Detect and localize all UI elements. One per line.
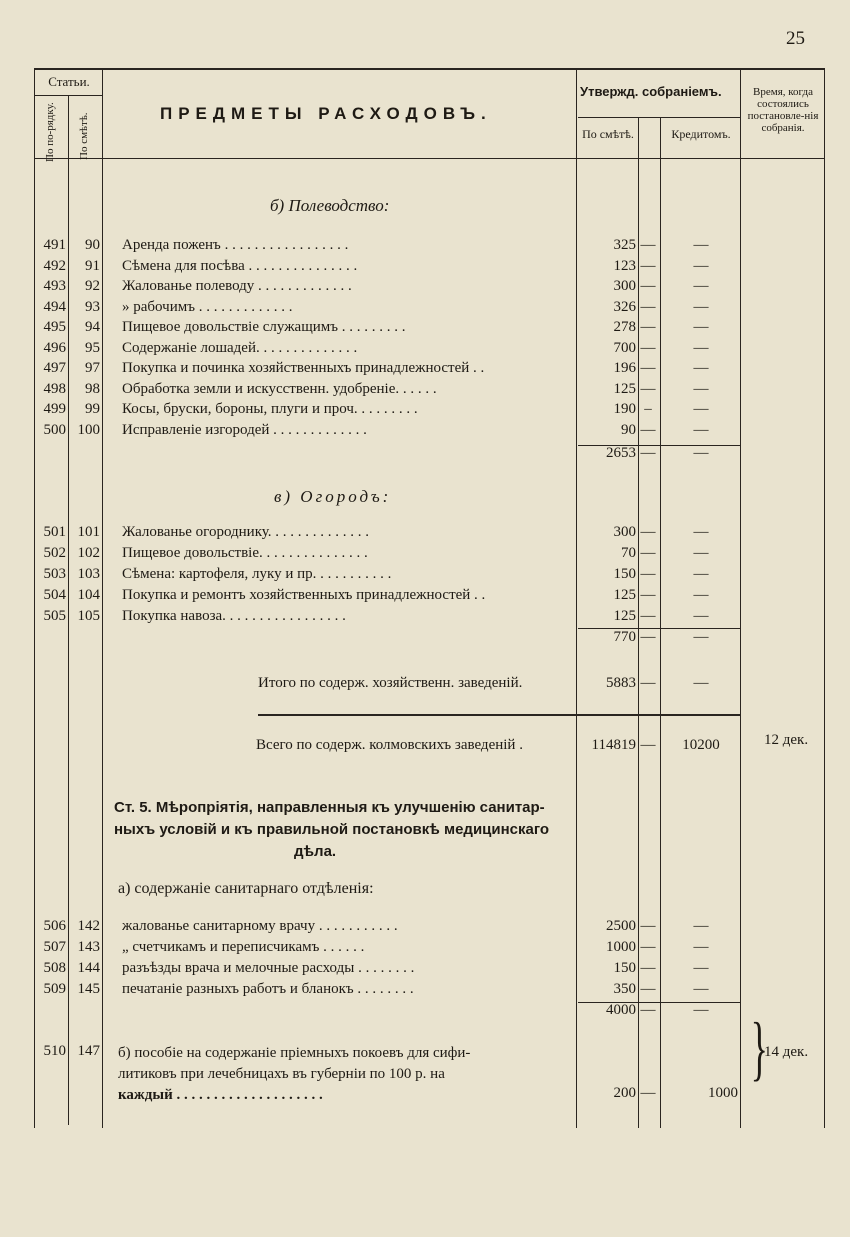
- row-description: разъѣзды врача и мелочные расходы . . . . . . . .: [122, 960, 415, 976]
- row-dash: —: [640, 608, 656, 624]
- row-dash: —: [640, 918, 656, 934]
- row-510-line: каждый . . . . . . . . . . . . . . . . . . . .: [118, 1087, 323, 1103]
- row-credit: —: [693, 960, 709, 976]
- vsego-values: [0, 737, 850, 758]
- row-index: 494: [43, 298, 66, 315]
- row-estimate-index: 103: [77, 566, 100, 582]
- row-estimate-index: 98: [85, 380, 100, 397]
- row-estimate-index: 92: [85, 278, 100, 294]
- row-description: печатаніе разныхъ работъ и бланокъ . . . . . . . .: [122, 981, 414, 997]
- subtotal-credit: —: [693, 629, 709, 645]
- top-rule: [34, 68, 824, 70]
- row-amount: 300: [613, 524, 636, 540]
- row-amount: 190: [613, 401, 636, 417]
- subtotal-credit: —: [693, 1002, 709, 1018]
- row-estimate-index: 90: [85, 237, 100, 253]
- row-credit: —: [693, 298, 709, 315]
- row-index: 503: [43, 566, 66, 582]
- row-credit: —: [693, 608, 709, 624]
- itogo-credit: —: [693, 675, 709, 691]
- row-credit: —: [693, 587, 709, 603]
- row-510-line: б) пособіе на содержаніе пріемныхъ покоевъ для сифи-: [118, 1045, 471, 1061]
- row-description: Косы, бруски, бороны, плуги и проч. . . . . . . . .: [122, 401, 418, 417]
- row-description: Пищевое довольствіе служащимъ . . . . . . . . .: [122, 319, 406, 335]
- row-dash: —: [640, 339, 656, 356]
- row-dash: —: [640, 981, 656, 997]
- section-sanit: а) содержаніе санитарнаго отдѣленія:: [118, 880, 374, 897]
- st5-line: ныхъ условій и къ правильной постановкѣ медицинскаго: [114, 821, 550, 838]
- row-index: 491: [43, 237, 66, 253]
- row-index: 506: [43, 918, 66, 934]
- row-dash: –: [644, 401, 652, 417]
- row-credit: —: [693, 566, 709, 582]
- vsego-label: Всего по содерж. колмовскихъ заведеній .: [256, 737, 523, 753]
- subtotal-amount: 4000: [606, 1002, 636, 1018]
- row-index: 495: [43, 319, 66, 335]
- row-510-date: 14 дек.: [764, 1044, 809, 1060]
- st5-line: Ст. 5. Мѣропріятія, направленныя къ улучшенію санитар-: [114, 799, 545, 816]
- table-row: [0, 401, 850, 422]
- itogo-label: Итого по содерж. хозяйственн. заведеній.: [258, 675, 523, 691]
- row-estimate-index: 143: [77, 939, 100, 955]
- row-estimate-index: 144: [77, 960, 100, 976]
- row-amount: 200: [613, 1085, 636, 1101]
- row-dash: —: [640, 278, 656, 294]
- row-estimate-index: 93: [85, 298, 100, 315]
- row-estimate-index: 102: [77, 545, 100, 561]
- row-description: Сѣмена: картофеля, луку и пр. . . . . . . . . . .: [122, 566, 392, 582]
- row-estimate-index: 100: [77, 421, 100, 438]
- table-row: [0, 340, 850, 361]
- row-estimate-index: 94: [85, 319, 100, 335]
- row-amount: 123: [613, 257, 636, 274]
- row-amount: 150: [613, 566, 636, 582]
- row-index: 507: [43, 939, 66, 955]
- subtotal-dash: —: [640, 629, 656, 645]
- row-estimate-index: 91: [85, 257, 100, 274]
- row-description: Аренда поженъ . . . . . . . . . . . . . . . . .: [122, 237, 349, 253]
- table-row: [0, 524, 850, 545]
- page-title: ПРЕДМЕТЫ РАСХОДОВЪ.: [160, 104, 492, 123]
- row-amount: 125: [613, 608, 636, 624]
- table-row: [0, 918, 850, 939]
- po-smete-col-label: По смѣтѣ.: [78, 112, 90, 160]
- row-dash: —: [640, 587, 656, 603]
- row-credit: —: [693, 257, 709, 274]
- row-index: 492: [43, 257, 66, 274]
- vsego-date: 12 дек.: [764, 732, 809, 748]
- table-row: [0, 545, 850, 566]
- row-510-text: [118, 1043, 574, 1106]
- row-description: Жалованье огороднику. . . . . . . . . . . . . .: [122, 524, 370, 540]
- row-amount: 2500: [606, 918, 636, 934]
- subtotal-amount: 2653: [606, 445, 636, 461]
- table-row: [0, 237, 850, 258]
- subtotal-sanit: [0, 1002, 850, 1023]
- row-index: 498: [43, 380, 66, 397]
- stati-label: Статьи.: [48, 74, 90, 89]
- row-amount: 150: [613, 960, 636, 976]
- row-description: Сѣмена для посѣва . . . . . . . . . . . . . . .: [122, 257, 358, 274]
- row-estimate-index: 147: [77, 1043, 100, 1059]
- table-row: [0, 981, 850, 1002]
- row-credit: —: [693, 918, 709, 934]
- row-index: 505: [43, 608, 66, 624]
- row-index: 504: [43, 587, 66, 603]
- header-bottom-rule: [34, 158, 824, 159]
- table-row: [0, 278, 850, 299]
- table-row: [0, 566, 850, 587]
- row-index: 510: [43, 1043, 66, 1059]
- row-index: 500: [43, 421, 66, 438]
- row-estimate-index: 145: [77, 981, 100, 997]
- row-index: 499: [43, 401, 66, 417]
- itogo-double-rule: [258, 714, 740, 716]
- table-row: [0, 1043, 850, 1113]
- row-credit: —: [693, 380, 709, 397]
- row-description: Покупка и ремонтъ хозяйственныхъ принадлежностей . .: [122, 587, 486, 603]
- table-row: [0, 258, 850, 279]
- subtotal-dash: —: [640, 445, 656, 461]
- table-row: [0, 608, 850, 629]
- row-dash: —: [640, 566, 656, 582]
- row-amount: 70: [621, 545, 636, 561]
- row-credit: —: [693, 421, 709, 438]
- po-poryadku-label: По по-рядку.: [44, 102, 56, 162]
- row-index: 508: [43, 960, 66, 976]
- st5-line: дѣла.: [294, 843, 337, 860]
- row-amount: 196: [613, 360, 636, 376]
- row-description: Покупка и починка хозяйственныхъ принадлежностей . .: [122, 360, 485, 376]
- table-row: [0, 422, 850, 443]
- st5-heading: [114, 797, 574, 863]
- page-number: 25: [786, 28, 805, 49]
- table-row: [0, 360, 850, 381]
- itogo-amount: 5883: [606, 675, 636, 691]
- row-dash: —: [640, 360, 656, 376]
- row-credit: —: [693, 401, 709, 417]
- row-estimate-index: 105: [77, 608, 100, 624]
- row-amount: 350: [613, 981, 636, 997]
- row-credit: —: [693, 319, 709, 335]
- row-amount: 700: [613, 339, 636, 356]
- row-description: Содержаніе лошадей. . . . . . . . . . . . . .: [122, 339, 358, 356]
- row-dash: —: [640, 939, 656, 955]
- row-description: Обработка земли и искусственн. удобреніе. . . . . .: [122, 380, 437, 397]
- row-description: » рабочимъ . . . . . . . . . . . . .: [122, 298, 293, 315]
- row-amount: 300: [613, 278, 636, 294]
- row-estimate-index: 104: [77, 587, 100, 603]
- row-dash: —: [640, 319, 656, 335]
- vsego-amount: 114819: [591, 737, 636, 753]
- row-amount: 90: [621, 421, 636, 438]
- row-index: 497: [43, 360, 66, 376]
- row-credit: —: [693, 524, 709, 540]
- table-row: [0, 939, 850, 960]
- row-credit: —: [693, 939, 709, 955]
- row-description: Исправленіе изгородей . . . . . . . . . . . . .: [122, 421, 367, 438]
- row-description: „ счетчикамъ и переписчикамъ . . . . . .: [122, 939, 365, 955]
- row-description: Покупка навоза. . . . . . . . . . . . . . . . .: [122, 608, 346, 624]
- table-row: [0, 299, 850, 320]
- row-credit: —: [693, 360, 709, 376]
- row-index: 496: [43, 339, 66, 356]
- row-amount: 325: [613, 237, 636, 253]
- subtotal-dash: —: [640, 1002, 656, 1018]
- subtotal-ogorod: [0, 629, 850, 650]
- row-dash: —: [640, 380, 656, 397]
- vsego-dash: —: [640, 737, 656, 753]
- table-row: [0, 960, 850, 981]
- row-estimate-index: 97: [85, 360, 100, 376]
- vremya-label: Время, когда состоялись постановле-нія собранія.: [747, 86, 819, 134]
- row-510-line: литиковъ при лечебницахъ въ губерніи по 100 р. на: [118, 1066, 445, 1082]
- row-estimate-index: 142: [77, 918, 100, 934]
- row-estimate-index: 101: [77, 524, 100, 540]
- row-estimate-index: 99: [85, 401, 100, 417]
- row-amount: 1000: [606, 939, 636, 955]
- row-estimate-index: 95: [85, 339, 100, 356]
- row-dash: —: [640, 298, 656, 315]
- brace: }: [750, 1008, 768, 1088]
- row-credit: —: [693, 339, 709, 356]
- table-row: [0, 381, 850, 402]
- utverzhd-rule: [578, 117, 740, 118]
- row-index: 509: [43, 981, 66, 997]
- row-description: жалованье санитарному врачу . . . . . . . . . . .: [122, 918, 398, 934]
- row-amount: 125: [613, 380, 636, 397]
- row-amount: 278: [613, 319, 636, 335]
- row-description: Жалованье полеводу . . . . . . . . . . . . .: [122, 278, 352, 294]
- vsego-credit: 10200: [682, 737, 720, 753]
- section-polevodstvo: б) Полеводство:: [270, 196, 390, 215]
- row-amount: 125: [613, 587, 636, 603]
- row-dash: —: [640, 960, 656, 976]
- utverzhd-label: Утвержд. собраніемъ.: [580, 84, 722, 99]
- subtotal-amount: 770: [613, 629, 636, 645]
- row-index: 493: [43, 278, 66, 294]
- itogo-dash: —: [640, 675, 656, 691]
- table-row: [0, 319, 850, 340]
- row-credit: 1000: [708, 1085, 738, 1101]
- row-dash: —: [640, 257, 656, 274]
- row-index: 502: [43, 545, 66, 561]
- row-dash: —: [640, 1085, 656, 1101]
- row-dash: —: [640, 237, 656, 253]
- row-credit: —: [693, 278, 709, 294]
- po-smete-label: По смѣтѣ.: [582, 127, 634, 141]
- row-dash: —: [640, 545, 656, 561]
- row-amount: 326: [613, 298, 636, 315]
- row-credit: —: [693, 237, 709, 253]
- row-credit: —: [693, 545, 709, 561]
- row-dash: —: [640, 524, 656, 540]
- subtotal-polevodstvo: [0, 445, 850, 466]
- row-description: Пищевое довольствіе. . . . . . . . . . . . . . .: [122, 545, 368, 561]
- row-credit: —: [693, 981, 709, 997]
- kreditom-label: Кредитомъ.: [671, 127, 731, 141]
- table-row: [0, 587, 850, 608]
- itogo-values: [0, 675, 850, 696]
- row-index: 501: [43, 524, 66, 540]
- subtotal-credit: —: [693, 445, 709, 461]
- row-dash: —: [640, 421, 656, 438]
- section-ogorod: в) Огородъ:: [274, 487, 392, 506]
